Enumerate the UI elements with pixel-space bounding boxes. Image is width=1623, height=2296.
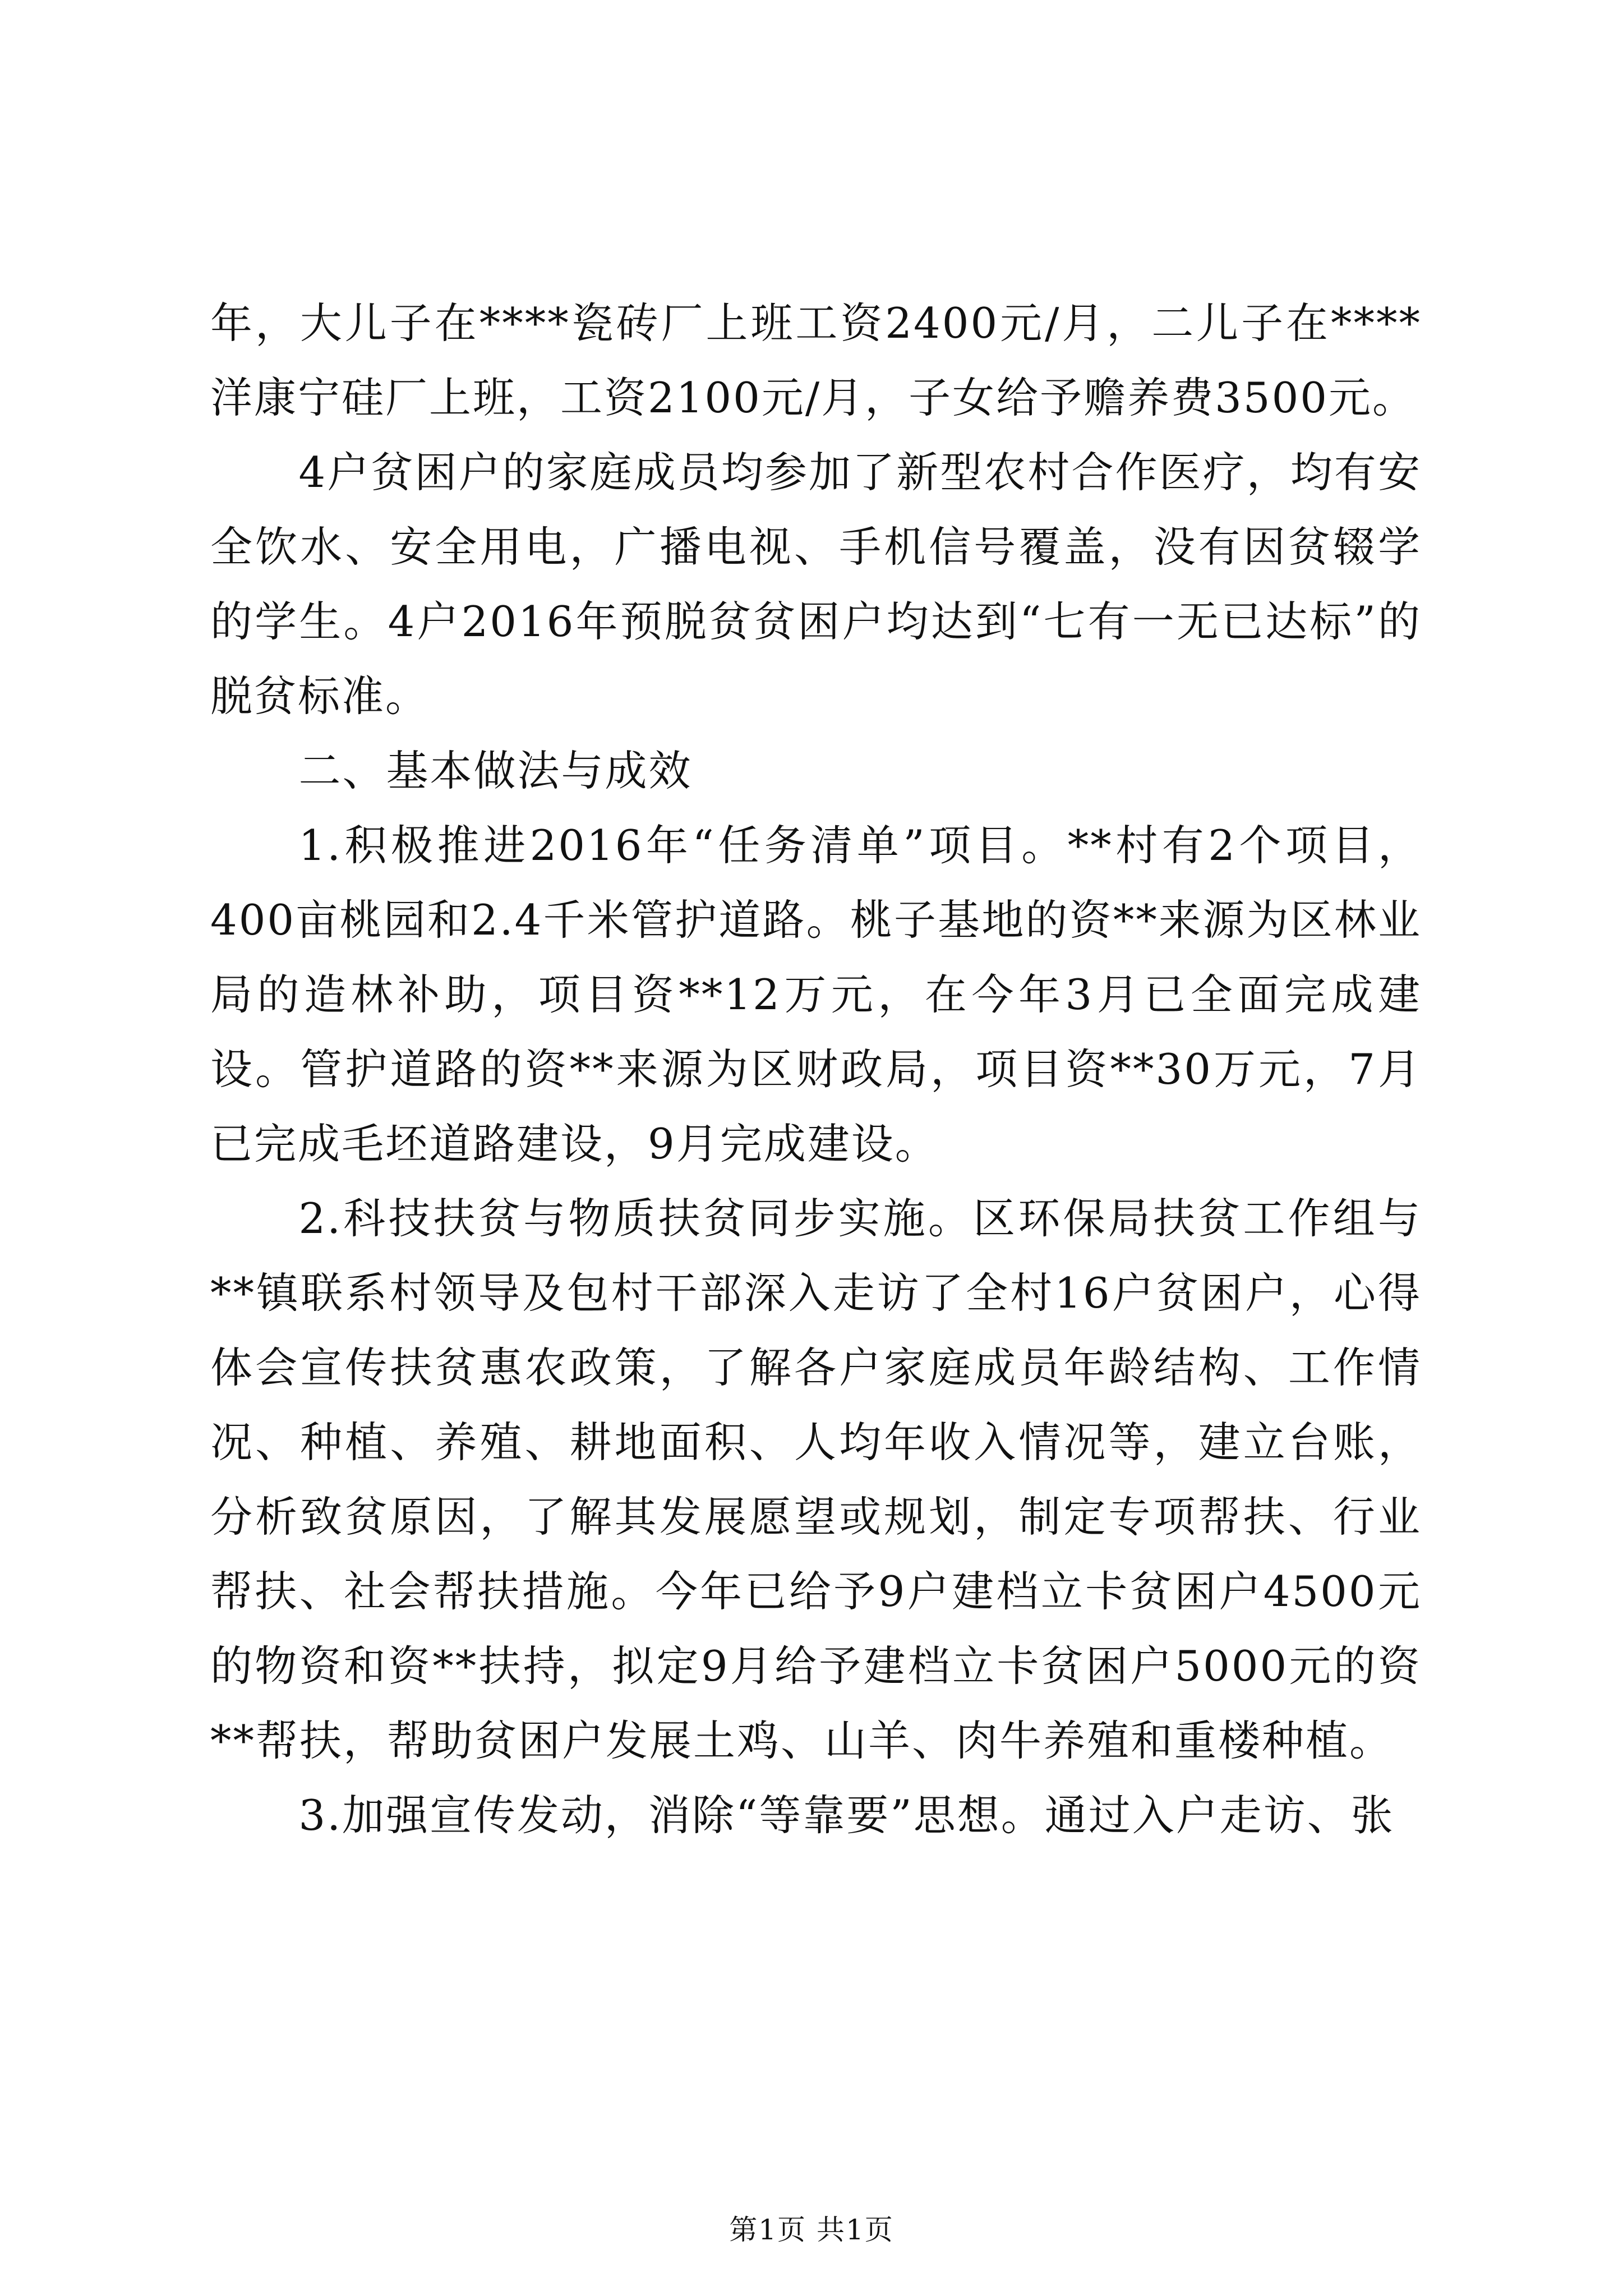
section-heading: 二、基本做法与成效 (298, 746, 693, 795)
paragraph-2: 4户贫困户的家庭成员均参加了新型农村合作医疗，均有安全饮水、安全用电，广播电视、手机信号覆盖，没有因贫辍学的学生。4户2016年预脱贫贫困户均达到“七有一无已达标”的脱贫标准。 (210, 448, 1422, 721)
document-body (210, 286, 1422, 1853)
page-footer: 第1页 共1页 (729, 2214, 894, 2246)
paragraph-3: 1.积极推进2016年“任务清单”项目。**村有2个项目，400亩桃园和2.4千米管护道路。桃子基地的资**来源为区林业局的造林补助，项目资**12万元，在今年3月已全面完成建设。管护道路的资**来源为区财政局，项目资**30万元，7月已完成毛坯道路建设，9月完成建设。 (210, 821, 1422, 1168)
paragraph-1: 年，大儿子在****瓷砖厂上班工资2400元/月，二儿子在****洋康宁硅厂上班，工资2100元/月，子女给予赡养费3500元。 (210, 298, 1422, 422)
paragraph-5: 3.加强宣传发动，消除“等靠要”思想。通过入户走访、张 (298, 1791, 1395, 1840)
paragraph-4: 2.科技扶贫与物质扶贫同步实施。区环保局扶贫工作组与**镇联系村领导及包村干部深入走访了全村16户贫困户，心得体会宣传扶贫惠农政策，了解各户家庭成员年龄结构、工作情况、种植、养殖、耕地面积、人均年收入情况等，建立台账，分析致贫原因，了解其发展愿望或规划，制定专项帮扶、行业帮扶、社会帮扶措施。今年已给予9户建档立卡贫困户4500元的物资和资**扶持，拟定9月给予建档立卡贫困户5000元的资**帮扶，帮助贫困户发展土鸡、山羊、肉牛养殖和重楼种植。 (210, 1194, 1422, 1765)
